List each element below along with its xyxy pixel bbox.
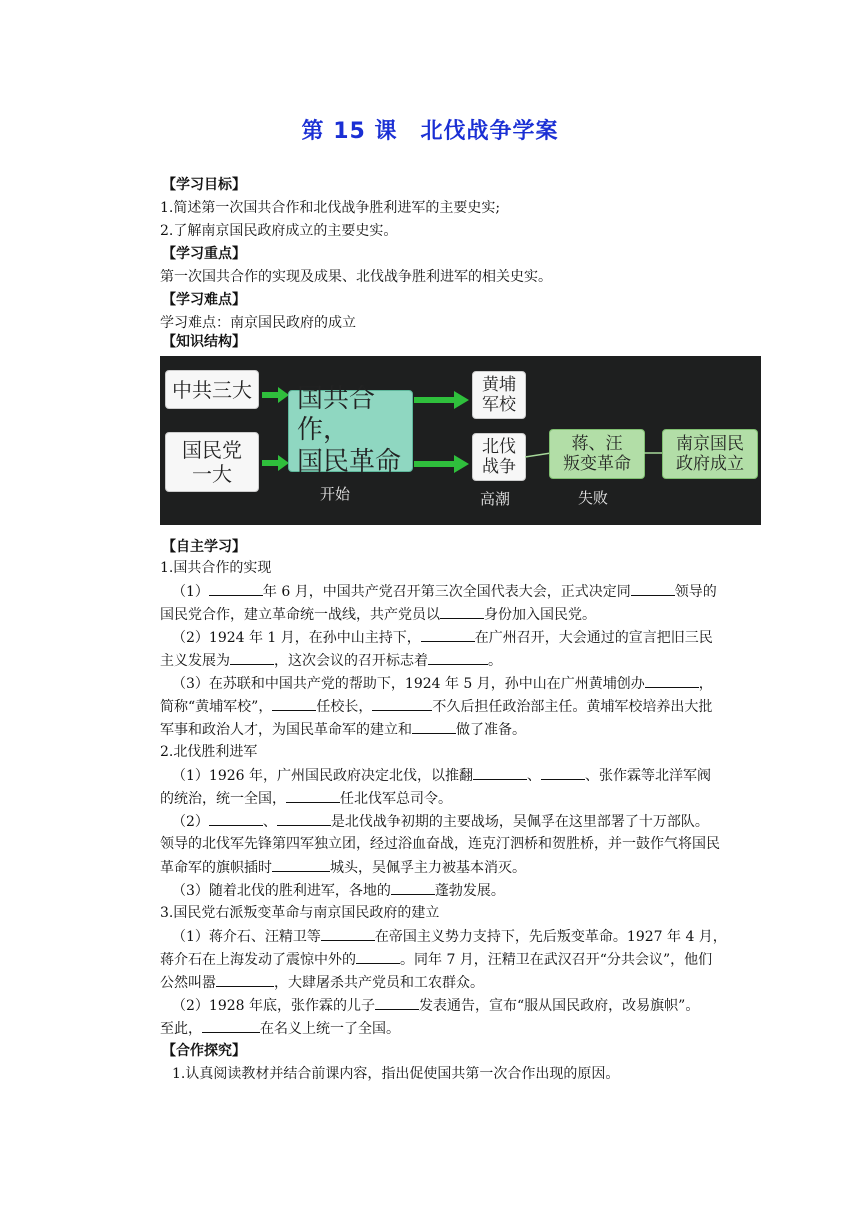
fill-blank[interactable] [421, 626, 475, 642]
study-paragraph-line: 公然叫嚣 ，大肆屠杀共产党员和工农群众。 [160, 971, 760, 995]
arrow-icon [262, 386, 290, 404]
arrow-icon [414, 454, 470, 474]
fill-blank[interactable] [428, 649, 488, 665]
section-heading-goals: 【学习目标】 [162, 177, 246, 193]
diagram-box-cooperation-revolution: 国共合作， 国民革命 [288, 390, 413, 472]
section-heading-difficult: 【学习难点】 [162, 292, 246, 308]
diagram-box-huangpu: 黄埔 军校 [472, 371, 526, 419]
section-heading-cooperate: 【合作探究】 [162, 1043, 246, 1059]
fill-blank[interactable] [473, 764, 527, 780]
section-heading-structure: 【知识结构】 [162, 334, 246, 350]
fill-blank[interactable] [391, 879, 435, 895]
key-points-text: 第一次国共合作的实现及成果、北伐战争胜利进军的相关史实。 [160, 269, 552, 285]
diagram-box-betrayal: 蒋、汪 叛变革命 [549, 429, 645, 479]
study-paragraph-line: 蒋介石在上海发动了震惊中外的 。同年 7 月，汪精卫在武汉召开“分共会议”，他们 [160, 948, 760, 972]
study-subtitle-1: 1.国共合作的实现 [160, 560, 272, 576]
study-paragraph-line: （2）1924 年 1 月，在孙中山主持下， 在广州召开，大会通过的宣言把旧三民 [172, 626, 772, 650]
arrow-icon [414, 390, 470, 410]
fill-blank[interactable] [645, 672, 699, 688]
study-paragraph-line: 国民党合作，建立革命统一战线，共产党员以 身份加入国民党。 [160, 603, 760, 627]
connector-line-icon [525, 451, 551, 461]
study-paragraph-line: 军事和政治人才，为国民革命军的建立和 做了准备。 [160, 718, 760, 742]
fill-blank[interactable] [209, 580, 263, 596]
study-paragraph-line: 的统治，统一全国， 任北伐军总司令。 [160, 787, 760, 811]
diagram-box-nanjing-government: 南京国民 政府成立 [662, 429, 758, 479]
study-paragraph-line: （2） 、 是北伐战争初期的主要战场，吴佩孚在这里部署了十万部队。 [172, 810, 772, 834]
fill-blank[interactable] [321, 925, 375, 941]
knowledge-structure-diagram [160, 356, 761, 525]
fill-blank[interactable] [209, 810, 263, 826]
diagram-label-failure: 失败 [578, 489, 609, 507]
diagram-label-start: 开始 [320, 485, 351, 503]
study-paragraph-line: （3）随着北伐的胜利进军，各地的 蓬勃发展。 [172, 879, 772, 903]
section-heading-key-points: 【学习重点】 [162, 246, 246, 262]
fill-blank[interactable] [216, 971, 274, 987]
fill-blank[interactable] [277, 810, 331, 826]
fill-blank[interactable] [356, 948, 400, 964]
connector-line-icon [644, 448, 662, 458]
diagram-box-northern-expedition: 北伐 战争 [472, 433, 526, 481]
cooperate-question-1: 1.认真阅读教材并结合前课内容，指出促使国共第一次合作出现的原因。 [172, 1066, 620, 1082]
goal-item-1: 1.简述第一次国共合作和北伐战争胜利进军的主要史实; [160, 200, 501, 216]
diagram-box-ccp-third-congress: 中共三大 [165, 370, 259, 409]
goal-item-2: 2.了解南京国民政府成立的主要史实。 [160, 223, 398, 239]
study-paragraph-line: 革命军的旗帜插时 城头，吴佩孚主力被基本消灭。 [160, 856, 760, 880]
study-paragraph-line: 至此， 在名义上统一了全国。 [160, 1017, 760, 1041]
fill-blank[interactable] [272, 695, 316, 711]
fill-blank[interactable] [440, 603, 484, 619]
fill-blank[interactable] [631, 580, 675, 596]
fill-blank[interactable] [541, 764, 585, 780]
fill-blank[interactable] [202, 1017, 260, 1033]
study-subtitle-2: 2.北伐胜利进军 [160, 744, 258, 760]
study-paragraph-line: （1）蒋介石、汪精卫等 在帝国主义势力支持下，先后叛变革命。1927 年 4 月， [172, 925, 772, 949]
study-subtitle-3: 3.国民党右派叛变革命与南京国民政府的建立 [160, 905, 440, 921]
fill-blank[interactable] [412, 718, 456, 734]
arrow-icon [262, 454, 290, 472]
fill-blank[interactable] [372, 695, 432, 711]
study-paragraph-line: （2）1928 年底，张作霖的儿子 发表通告，宣布“服从国民政府，改易旗帜”。 [172, 994, 772, 1018]
fill-blank[interactable] [286, 787, 340, 803]
fill-blank[interactable] [272, 856, 330, 872]
difficult-text: 学习难点：南京国民政府的成立 [160, 315, 356, 331]
fill-blank[interactable] [375, 994, 419, 1010]
diagram-label-peak: 高潮 [480, 490, 511, 508]
study-paragraph-line: 主义发展为 ，这次会议的召开标志着 。 [160, 649, 760, 673]
study-paragraph-line: 领导的北伐军先锋第四军独立团，经过浴血奋战，连克汀泗桥和贺胜桥，并一鼓作气将国民 [160, 836, 720, 852]
diagram-box-kmt-first-congress: 国民党 一大 [165, 432, 259, 492]
fill-blank[interactable] [230, 649, 274, 665]
page-title: 第 15 课 北伐战争学案 [301, 119, 559, 144]
study-paragraph-line: （1） 年 6 月，中国共产党召开第三次全国代表大会，正式决定同 领导的 [172, 580, 772, 604]
section-heading-self-study: 【自主学习】 [162, 539, 246, 555]
study-paragraph-line: （3）在苏联和中国共产党的帮助下，1924 年 5 月，孙中山在广州黄埔创办 ， [172, 672, 772, 696]
study-paragraph-line: （1）1926 年，广州国民政府决定北伐，以推翻 、 、张作霖等北洋军阀 [172, 764, 772, 788]
study-paragraph-line: 简称“黄埔军校”， 任校长， 不久后担任政治部主任。黄埔军校培养出大批 [160, 695, 760, 719]
